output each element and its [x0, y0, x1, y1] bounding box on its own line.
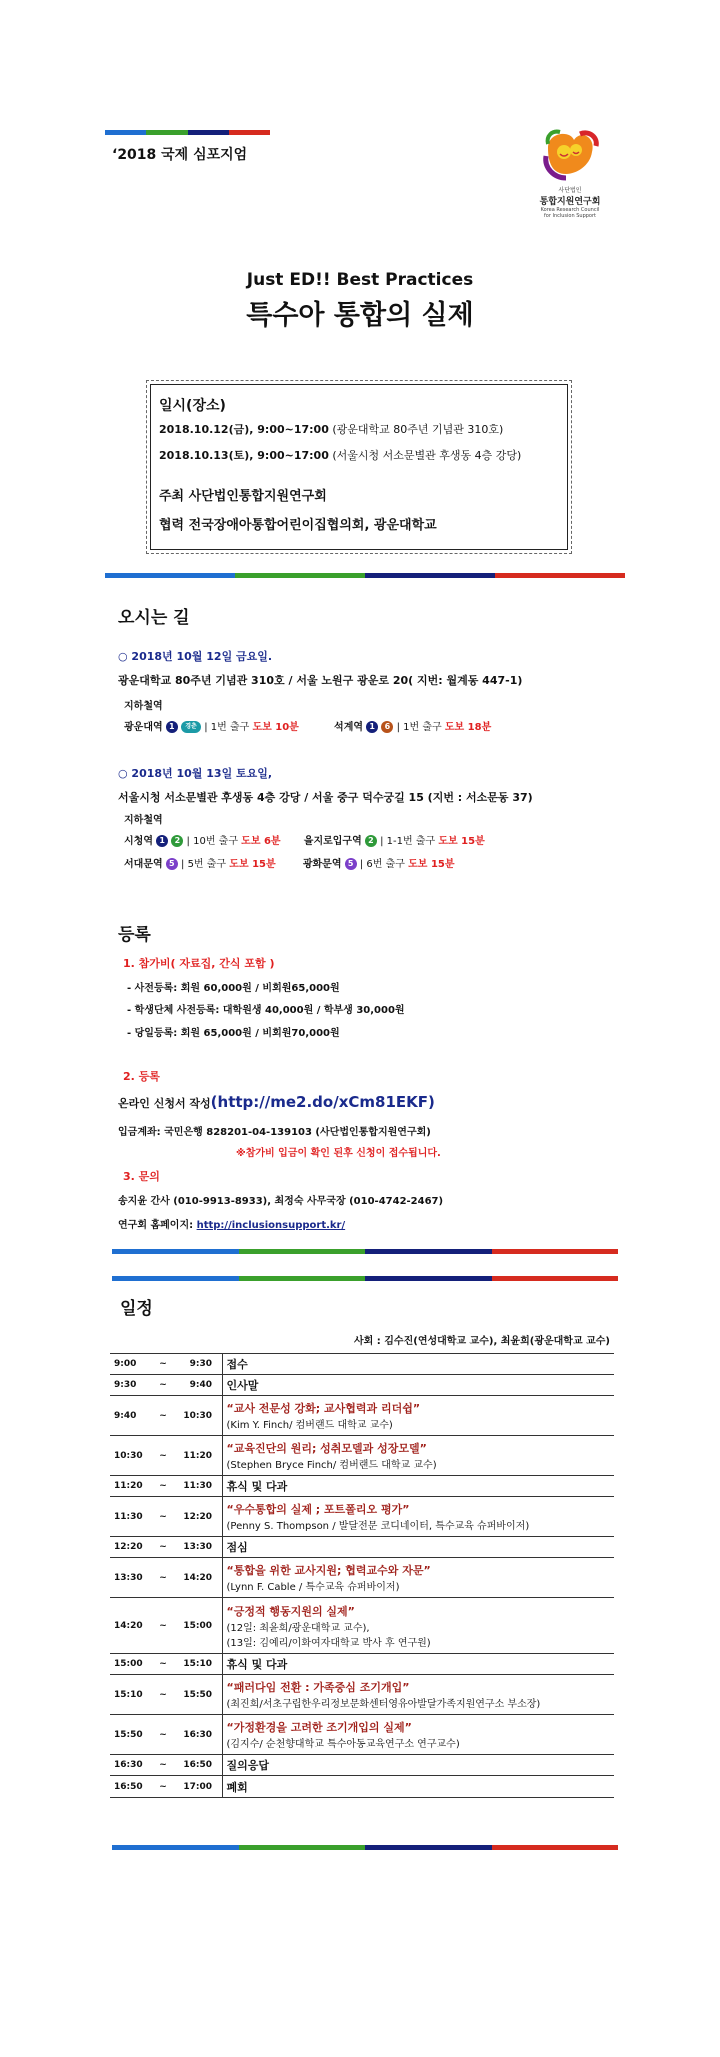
time-separator: ~: [159, 1659, 167, 1669]
info-heading: 일시(장소): [159, 398, 226, 414]
station-seodaemun: 서대문역 5 | 5번 출구 도보 15분: [124, 859, 276, 870]
time-start: 9:40: [114, 1410, 137, 1421]
station-gwangwoon: 광운대역 1 경춘 | 1번 출구 도보 10분: [124, 722, 299, 733]
session-title: “우수통합의 실제 ; 포트폴리오 평가”: [226, 1503, 410, 1516]
time-end: 15:10: [183, 1659, 212, 1669]
session-speaker: (김지수/ 순천향대학교 특수아동교육연구소 연구교수): [226, 1739, 460, 1750]
line-gyeongchun-icon: 경춘: [181, 721, 201, 733]
session-title: 질의응답: [226, 1759, 270, 1772]
payment-notice: ※참가비 입금이 확인 된후 신청이 접수됩니다.: [236, 1148, 441, 1159]
time-separator: ~: [159, 1380, 167, 1390]
divider-bar-3: [112, 1276, 618, 1281]
bank-account: 입금계좌: 국민은행 828201-04-139103 (사단법인통합지원연구회): [118, 1127, 431, 1138]
time-end: 12:20: [183, 1511, 212, 1522]
schedule-row: [110, 1354, 614, 1375]
time-end: 17:00: [183, 1781, 212, 1792]
day1-station-row: [124, 718, 491, 733]
schedule-desc: [222, 1654, 614, 1675]
time-start: 14:20: [114, 1620, 143, 1631]
session-speaker: (최진희/서초구립한우리정보문화센터영유아발달가족지원연구소 부소장): [226, 1699, 541, 1710]
logo-org-small: 사단법인: [558, 187, 582, 194]
time-separator: ~: [159, 1542, 167, 1552]
schedule-desc: [222, 1375, 614, 1396]
schedule-time: [110, 1675, 222, 1715]
session-speaker: (Kim Y. Finch/ 컴버랜드 대학교 교수): [226, 1420, 393, 1431]
schedule-table: [110, 1353, 614, 1798]
info-coop: 협력 전국장애아통합어린이집협의회, 광운대학교: [159, 518, 437, 533]
fee-item-1: - 사전등록: 회원 60,000원 / 비회원65,000원: [127, 983, 340, 994]
station-seokgye: 석계역 1 6 | 1번 출구 도보 18분: [334, 722, 492, 733]
schedule-desc: [222, 1715, 614, 1755]
schedule-desc: [222, 1776, 614, 1798]
station-euljiro: 을지로입구역 2 | 1-1번 출구 도보 15분: [303, 836, 485, 847]
session-title: 휴식 및 다과: [226, 1658, 288, 1671]
logo-org-name: 통합지원연구회: [539, 197, 601, 207]
event-label: ‘2018 국제 심포지엄: [112, 147, 248, 163]
event-info-box: [150, 384, 568, 550]
session-title: 접수: [226, 1358, 248, 1371]
online-reg-row: [118, 1093, 435, 1111]
schedule-desc: [222, 1558, 614, 1598]
schedule-desc: [222, 1436, 614, 1476]
line-5-icon: 5: [345, 858, 357, 870]
directions-day1-address: 광운대학교 80주년 기념관 310호 / 서울 노원구 광운로 20( 지번: 월계동 447-1): [118, 674, 523, 687]
schedule-moderator: 사회 : 김수진(연성대학교 교수), 최윤희(광운대학교 교수): [353, 1336, 610, 1347]
schedule-time: [110, 1396, 222, 1436]
line-6-icon: 6: [381, 721, 393, 733]
time-end: 15:50: [183, 1689, 212, 1700]
session-title: “긍정적 행동지원의 실제”: [226, 1604, 355, 1618]
session-title: “교사 전문성 강화; 교사협력과 리더쉽”: [226, 1402, 421, 1415]
schedule-row: [110, 1715, 614, 1755]
logo-org-en-2: for Inclusion Support: [544, 213, 596, 219]
line-2-icon: 2: [365, 835, 377, 847]
directions-day1-heading: ○ 2018년 10월 12일 금요일.: [118, 650, 273, 663]
station-gwanghwamun: 광화문역 5 | 6번 출구 도보 15분: [302, 859, 455, 870]
time-start: 15:10: [114, 1689, 143, 1700]
registration-title: 등록: [118, 925, 151, 945]
session-title: “통합을 위한 교사지원; 협력교수와 자문”: [226, 1564, 431, 1577]
time-end: 16:50: [183, 1760, 212, 1770]
time-end: 10:30: [183, 1410, 212, 1421]
directions-day2-heading: ○ 2018년 10월 13일 토요일,: [118, 767, 273, 780]
directions-day1-subway-label: 지하철역: [124, 701, 163, 712]
fee-item-2: - 학생단체 사전등록: 대학원생 40,000원 / 학부생 30,000원: [127, 1005, 405, 1016]
time-start: 11:30: [114, 1511, 143, 1522]
time-separator: ~: [159, 1450, 167, 1461]
schedule-row: [110, 1654, 614, 1675]
schedule-time: [110, 1436, 222, 1476]
schedule-row: [110, 1776, 614, 1798]
logo-mark-icon: [540, 126, 600, 182]
schedule-row: [110, 1396, 614, 1436]
time-end: 11:20: [183, 1450, 212, 1461]
schedule-row: [110, 1537, 614, 1558]
schedule-row: [110, 1497, 614, 1537]
time-start: 15:00: [114, 1659, 143, 1669]
session-speaker: (Penny S. Thompson / 발달전문 코디네이터, 특수교육 슈퍼바이저): [226, 1521, 530, 1532]
session-title: 점심: [226, 1541, 248, 1554]
reg-heading: 2. 등록: [123, 1070, 160, 1083]
inquiry-heading: 3. 문의: [123, 1170, 160, 1183]
schedule-time: [110, 1354, 222, 1375]
time-end: 13:30: [183, 1542, 212, 1552]
session-speaker-2: (13일: 김예리/이화여자대학교 박사 후 연구원): [226, 1637, 431, 1649]
schedule-desc: [222, 1755, 614, 1776]
schedule-time: [110, 1375, 222, 1396]
time-separator: ~: [159, 1511, 167, 1522]
schedule-title: 일정: [120, 1299, 153, 1319]
time-start: 16:30: [114, 1760, 143, 1770]
day2-station-row-1: [124, 832, 485, 847]
time-end: 11:30: [183, 1481, 212, 1491]
schedule-row: [110, 1375, 614, 1396]
time-start: 9:30: [114, 1380, 137, 1390]
schedule-desc: [222, 1598, 614, 1654]
schedule-time: [110, 1715, 222, 1755]
time-separator: ~: [159, 1572, 167, 1583]
time-separator: ~: [159, 1689, 167, 1700]
session-title: 인사말: [226, 1379, 259, 1392]
time-separator: ~: [159, 1620, 167, 1631]
session-speaker: (Stephen Bryce Finch/ 컴버랜드 대학교 교수): [226, 1460, 437, 1471]
time-start: 13:30: [114, 1572, 143, 1583]
info-date2-place: (서울시청 서소문별관 후생동 4층 강당): [332, 449, 522, 462]
schedule-desc: [222, 1497, 614, 1537]
line-2-icon: 2: [171, 835, 183, 847]
divider-bar-2: [112, 1249, 618, 1254]
directions-day2-address: 서울시청 서소문별관 후생동 4층 강당 / 서울 중구 덕수궁길 15 (지번 : 서소문동 37): [118, 791, 533, 804]
schedule-desc: [222, 1675, 614, 1715]
session-title: 휴식 및 다과: [226, 1480, 288, 1493]
schedule-desc: [222, 1396, 614, 1436]
line-1-icon: 1: [156, 835, 168, 847]
time-start: 12:20: [114, 1542, 143, 1552]
info-date1-place: (광운대학교 80주년 기념관 310호): [332, 423, 504, 436]
schedule-desc: [222, 1476, 614, 1497]
schedule-time: [110, 1598, 222, 1654]
day2-station-row-2: [124, 855, 455, 870]
time-separator: ~: [159, 1760, 167, 1770]
session-title: “패러다임 전환 : 가족중심 조기개입”: [226, 1681, 410, 1694]
homepage-row: [118, 1216, 345, 1231]
schedule-time: [110, 1537, 222, 1558]
time-end: 9:40: [189, 1380, 212, 1390]
schedule-desc: [222, 1354, 614, 1375]
directions-title: 오시는 길: [118, 608, 190, 628]
directions-day2-subway-label: 지하철역: [124, 815, 163, 826]
top-color-bar: [105, 130, 270, 135]
time-start: 11:20: [114, 1481, 143, 1491]
time-end: 14:20: [183, 1572, 212, 1583]
online-reg-label: 온라인 신청서 작성: [118, 1097, 211, 1110]
time-end: 16:30: [183, 1729, 212, 1740]
info-date2: 2018.10.13(토), 9:00~17:00: [159, 449, 329, 462]
divider-bar-1: [105, 573, 625, 578]
time-start: 16:50: [114, 1781, 143, 1792]
session-title: “교육진단의 원리; 성취모델과 성장모델”: [226, 1442, 427, 1455]
time-separator: ~: [159, 1410, 167, 1421]
time-start: 9:00: [114, 1359, 137, 1369]
schedule-row: [110, 1598, 614, 1654]
time-end: 15:00: [183, 1620, 212, 1631]
info-date1: 2018.10.12(금), 9:00~17:00: [159, 423, 329, 436]
time-start: 15:50: [114, 1729, 143, 1740]
schedule-time: [110, 1497, 222, 1537]
fee-item-3: - 당일등록: 회원 65,000원 / 비회원70,000원: [127, 1028, 340, 1039]
title-subtitle: Just ED!! Best Practices: [246, 270, 474, 290]
time-separator: ~: [159, 1359, 167, 1369]
time-separator: ~: [159, 1481, 167, 1491]
org-logo: [530, 126, 610, 230]
session-title: 폐회: [226, 1780, 248, 1794]
schedule-row: [110, 1675, 614, 1715]
line-5-icon: 5: [166, 858, 178, 870]
line-1-icon: 1: [166, 721, 178, 733]
schedule-time: [110, 1654, 222, 1675]
schedule-time: [110, 1755, 222, 1776]
fee-heading: 1. 참가비( 자료집, 간식 포함 ): [123, 957, 275, 970]
time-separator: ~: [159, 1729, 167, 1740]
station-cityhall: 시청역 1 2 | 10번 출구 도보 6분: [124, 836, 281, 847]
divider-bar-bottom: [112, 1845, 618, 1850]
homepage-label: 연구회 홈페이지:: [118, 1220, 197, 1231]
schedule-time: [110, 1558, 222, 1598]
logo-org-en-1: Korea Research Council: [540, 207, 600, 213]
schedule-row: [110, 1755, 614, 1776]
schedule-desc: [222, 1537, 614, 1558]
schedule-time: [110, 1476, 222, 1497]
page-title: 특수아 통합의 실제: [246, 300, 474, 331]
schedule-table-wrap: [110, 1353, 614, 1798]
session-speaker: (Lynn F. Cable / 특수교육 슈퍼바이저): [226, 1582, 400, 1593]
info-host: 주최 사단법인통합지원연구회: [159, 489, 327, 504]
schedule-time: [110, 1776, 222, 1798]
schedule-row: [110, 1436, 614, 1476]
time-separator: ~: [159, 1781, 167, 1792]
time-start: 10:30: [114, 1450, 143, 1461]
session-title: “가정환경을 고려한 조기개입의 실제”: [226, 1721, 412, 1734]
schedule-row: [110, 1476, 614, 1497]
online-reg-link[interactable]: (http://me2.do/xCm81EKF): [210, 1093, 435, 1111]
session-speaker: (12일: 최윤희/광운대학교 교수),: [226, 1622, 370, 1634]
homepage-link[interactable]: http://inclusionsupport.kr/: [196, 1220, 346, 1231]
line-1-icon: 1: [366, 721, 378, 733]
contacts: 송지윤 간사 (010-9913-8933), 최정숙 사무국장 (010-4742-2467): [118, 1196, 444, 1207]
time-end: 9:30: [189, 1359, 212, 1369]
schedule-row: [110, 1558, 614, 1598]
